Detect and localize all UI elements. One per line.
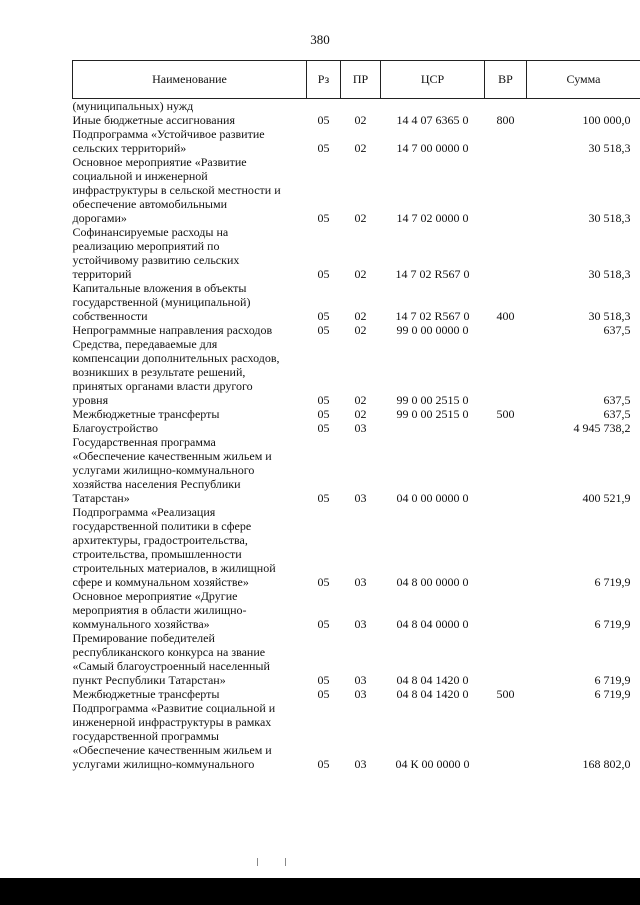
row-csr: 04 К 00 0000 0 [395, 757, 470, 771]
row-sum: 637,5 [603, 393, 631, 407]
row-csr: 99 0 00 2515 0 [396, 407, 469, 421]
row-csr [381, 421, 485, 435]
row-name-line: компенсации дополнительных расходов, [72, 351, 280, 365]
row-sum: 168 802,0 [582, 757, 631, 771]
row-rz: 05 [317, 211, 330, 225]
row-name-line: услугами жилищно-коммунального [72, 463, 255, 477]
row-name [73, 281, 307, 323]
row-pr: 02 [354, 267, 367, 281]
scan-mark [257, 858, 258, 866]
row-name-line: Татарстан» [72, 491, 130, 505]
table-row [73, 155, 640, 225]
row-sum: 30 518,3 [588, 309, 631, 323]
budget-table [72, 60, 640, 771]
row-name-line: Подпрограмма «Устойчивое развитие [72, 127, 265, 141]
row-sum: 30 518,3 [588, 211, 631, 225]
row-vr [485, 435, 527, 505]
row-name-line: инфраструктуры в сельской местности и [72, 183, 281, 197]
row-vr [485, 99, 527, 114]
row-sum: 6 719,9 [594, 673, 631, 687]
row-sum: 637,5 [603, 323, 631, 337]
row-vr [485, 421, 527, 435]
table-row [73, 589, 640, 631]
table-row [73, 421, 640, 435]
row-name-line: государственной (муниципальной) [72, 295, 251, 309]
table-row [73, 225, 640, 281]
row-name [73, 99, 307, 114]
row-name-line: возникших в результате решений, [72, 365, 246, 379]
header-rz: Рз [307, 61, 341, 99]
row-name-line: Непрограммные направления расходов [72, 323, 273, 337]
row-pr: 03 [354, 617, 367, 631]
row-pr: 03 [354, 491, 367, 505]
row-rz: 05 [317, 267, 330, 281]
header-name: Наименование [73, 61, 307, 99]
row-csr: 04 8 04 1420 0 [396, 673, 469, 687]
table-row [73, 505, 640, 589]
row-rz: 05 [317, 309, 330, 323]
row-vr: 500 [496, 407, 515, 421]
row-name-line: коммунального хозяйства» [72, 617, 210, 631]
row-rz: 05 [317, 687, 330, 701]
row-pr: 02 [354, 323, 367, 337]
table-row [73, 281, 640, 323]
row-csr: 14 7 02 R567 0 [395, 309, 470, 323]
row-name-line: Межбюджетные трансферты [72, 687, 220, 701]
row-rz: 05 [317, 393, 330, 407]
row-name-line: хозяйства населения Республики [72, 477, 241, 491]
row-name-line: Основное мероприятие «Развитие [72, 155, 247, 169]
row-name [73, 113, 307, 127]
row-pr [341, 99, 381, 114]
row-rz: 05 [317, 617, 330, 631]
row-pr: 03 [354, 757, 367, 771]
header-sum: Сумма [527, 61, 640, 99]
row-vr [485, 589, 527, 631]
row-name-line: государственной программы [72, 729, 219, 743]
row-name [73, 687, 307, 701]
row-sum: 30 518,3 [588, 141, 631, 155]
row-pr: 02 [354, 407, 367, 421]
table-row [73, 435, 640, 505]
row-vr: 800 [496, 113, 515, 127]
row-rz: 05 [317, 673, 330, 687]
table-row [73, 687, 640, 701]
row-name-line: инженерной инфраструктуры в рамках [72, 715, 272, 729]
row-name-line: Софинансируемые расходы на [72, 225, 229, 239]
row-pr: 03 [354, 421, 367, 435]
row-name-line: Иные бюджетные ассигнования [72, 113, 235, 127]
row-vr [485, 505, 527, 589]
row-name [73, 631, 307, 687]
row-name [73, 407, 307, 421]
row-name-line: сфере и коммунальном хозяйстве» [72, 575, 249, 589]
row-sum: 6 719,9 [594, 687, 631, 701]
table-row [73, 99, 640, 114]
row-name-line: Межбюджетные трансферты [72, 407, 220, 421]
table-row [73, 337, 640, 407]
row-pr: 03 [354, 673, 367, 687]
row-csr: 04 8 04 0000 0 [396, 617, 469, 631]
row-sum: 6 719,9 [594, 575, 631, 589]
row-name-line: «Самый благоустроенный населенный [72, 659, 270, 673]
row-name-line: строительных материалов, в жилищной [72, 561, 276, 575]
row-name-line: социальной и инженерной [72, 169, 208, 183]
row-rz: 05 [317, 407, 330, 421]
row-name-line: «Обеспечение качественным жильем и [72, 743, 272, 757]
row-name-line: Подпрограмма «Реализация [72, 505, 216, 519]
table-row [73, 127, 640, 155]
page-number: 380 [310, 32, 330, 47]
row-csr: 99 0 00 2515 0 [396, 393, 469, 407]
row-rz: 05 [317, 113, 330, 127]
row-vr [485, 631, 527, 687]
row-name-line: пункт Республики Татарстан» [72, 673, 226, 687]
row-name-line: Основное мероприятие «Другие [72, 589, 238, 603]
row-name-line: (муниципальных) нужд [72, 99, 194, 113]
table-row [73, 407, 640, 421]
row-rz: 05 [317, 575, 330, 589]
row-name-line: «Обеспечение качественным жильем и [72, 449, 272, 463]
row-vr [485, 337, 527, 407]
header-vr: ВР [485, 61, 527, 99]
row-sum: 400 521,9 [582, 491, 631, 505]
row-name-line: услугами жилищно-коммунального [72, 757, 255, 771]
row-pr: 02 [354, 309, 367, 323]
table-header-row [73, 61, 640, 99]
row-name-line: территорий [72, 267, 132, 281]
row-name-line: Премирование победителей [72, 631, 215, 645]
row-name-line: обеспечение автомобильными [72, 197, 228, 211]
row-sum: 637,5 [603, 407, 631, 421]
row-name [73, 435, 307, 505]
row-name-line: республиканского конкурса на звание [72, 645, 266, 659]
row-sum: 100 000,0 [582, 113, 631, 127]
scan-bottom-border [0, 878, 640, 905]
row-csr: 14 7 02 R567 0 [395, 267, 470, 281]
row-name-line: государственной политики в сфере [72, 519, 252, 533]
row-name-line: дорогами» [72, 211, 127, 225]
row-name-line: строительства, промышленности [72, 547, 242, 561]
row-csr: 04 8 00 0000 0 [396, 575, 469, 589]
row-name-line: реализацию мероприятий по [72, 239, 220, 253]
row-name [73, 225, 307, 281]
row-pr: 03 [354, 687, 367, 701]
row-name-line: уровня [72, 393, 109, 407]
row-csr: 14 4 07 6365 0 [396, 113, 469, 127]
row-pr: 02 [354, 141, 367, 155]
row-vr: 500 [496, 687, 515, 701]
row-name-line: Благоустройство [72, 421, 159, 435]
row-rz: 05 [317, 323, 330, 337]
row-sum: 30 518,3 [588, 267, 631, 281]
row-name [73, 701, 307, 771]
row-vr [485, 155, 527, 225]
row-csr: 14 7 00 0000 0 [396, 141, 469, 155]
row-vr: 400 [496, 309, 515, 323]
row-rz: 05 [317, 491, 330, 505]
row-name-line: Подпрограмма «Развитие социальной и [72, 701, 276, 715]
row-name [73, 589, 307, 631]
row-name-line: мероприятия в области жилищно- [72, 603, 247, 617]
row-name-line: архитектуры, градостроительства, [72, 533, 248, 547]
row-name-line: сельских территорий» [72, 141, 187, 155]
row-vr [485, 225, 527, 281]
table-row [73, 323, 640, 337]
row-csr: 99 0 00 0000 0 [396, 323, 469, 337]
row-csr: 04 8 04 1420 0 [396, 687, 469, 701]
row-name [73, 155, 307, 225]
row-name-line: устойчивому развитию сельских [72, 253, 240, 267]
row-vr [485, 701, 527, 771]
row-name [73, 505, 307, 589]
row-vr [485, 323, 527, 337]
row-csr [381, 99, 485, 114]
row-rz: 05 [317, 757, 330, 771]
header-csr: ЦСР [381, 61, 485, 99]
header-pr: ПР [341, 61, 381, 99]
row-csr: 04 0 00 0000 0 [396, 491, 469, 505]
row-sum [527, 99, 640, 114]
row-rz: 05 [317, 421, 330, 435]
row-name-line: Средства, передаваемые для [72, 337, 218, 351]
row-name-line: Капитальные вложения в объекты [72, 281, 247, 295]
row-name [73, 127, 307, 155]
row-pr: 03 [354, 575, 367, 589]
row-pr: 02 [354, 113, 367, 127]
row-name [73, 337, 307, 407]
row-name-line: Государственная программа [72, 435, 216, 449]
row-name-line: собственности [72, 309, 148, 323]
row-sum: 4 945 738,2 [573, 421, 631, 435]
row-name-line: принятых органами власти другого [72, 379, 253, 393]
table-row [73, 113, 640, 127]
row-rz [307, 99, 341, 114]
row-name [73, 421, 307, 435]
row-name [73, 323, 307, 337]
table-row [73, 631, 640, 687]
row-pr: 02 [354, 211, 367, 225]
table-row [73, 701, 640, 771]
row-pr: 02 [354, 393, 367, 407]
scan-mark [285, 858, 286, 866]
row-csr: 14 7 02 0000 0 [396, 211, 469, 225]
row-vr [485, 127, 527, 155]
row-sum: 6 719,9 [594, 617, 631, 631]
row-rz: 05 [317, 141, 330, 155]
